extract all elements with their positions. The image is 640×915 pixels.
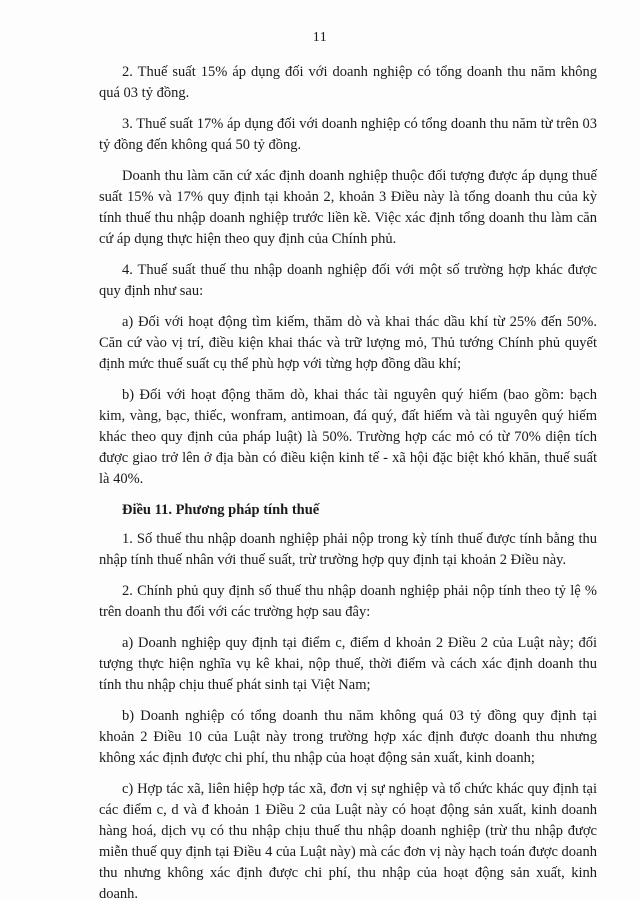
paragraph-clause-2-rate-15: 2. Thuế suất 15% áp dụng đối với doanh nghiệp có tổng doanh thu năm không quá 03 tỷ đồng. bbox=[99, 64, 597, 101]
paragraph-clause-3-rate-17: 3. Thuế suất 17% áp dụng đối với doanh nghiệp có tổng doanh thu năm từ trên 03 tỷ đồng đến không quá 50 tỷ đồng. bbox=[99, 116, 597, 153]
paragraph-article-11-clause-1: 1. Số thuế thu nhập doanh nghiệp phải nộp trong kỳ tính thuế được tính bằng thu nhập tính thuế nhân với thuế suất, trừ trường hợp quy định tại khoản 2 Điều này. bbox=[99, 531, 597, 568]
document-body bbox=[99, 62, 597, 915]
paragraph-article-11-point-a: a) Doanh nghiệp quy định tại điểm c, điểm d khoản 2 Điều 2 của Luật này; đối tượng thực hiện nghĩa vụ kê khai, nộp thuế, thời điểm và cách xác định doanh thu tính thu nhập chịu thuế phát sinh tại Việt Nam; bbox=[99, 635, 597, 693]
paragraph-revenue-basis: Doanh thu làm căn cứ xác định doanh nghiệp thuộc đối tượng được áp dụng thuế suất 15% và 17% quy định tại khoản 2, khoản 3 Điều này là tổng doanh thu của kỳ tính thuế thu nhập doanh nghiệp trước liền kề. Việc xác định tổng doanh thu làm căn cứ áp dụng thực hiện theo quy định của Chính phủ. bbox=[99, 168, 597, 247]
paragraph-point-b-rare-resources: b) Đối với hoạt động thăm dò, khai thác tài nguyên quý hiếm (bao gồm: bạch kim, vàng, bạc, thiếc, wonfram, antimoan, đá quý, đất hiếm và tài nguyên quý hiếm khác theo quy định của pháp luật) là 50%. Trường hợp các mỏ có từ 70% diện tích được giao trở lên ở địa bàn có điều kiện kinh tế - xã hội đặc biệt khó khăn, thuế suất là 40%. bbox=[99, 387, 597, 487]
paragraph-point-a-oil-gas: a) Đối với hoạt động tìm kiếm, thăm dò và khai thác dầu khí từ 25% đến 50%. Căn cứ vào vị trí, điều kiện khai thác và trữ lượng mỏ, Thủ tướng Chính phủ quyết định mức thuế suất cụ thể phù hợp với từng hợp đồng dầu khí; bbox=[99, 314, 597, 372]
article-11-heading: Điều 11. Phương pháp tính thuế bbox=[122, 502, 320, 518]
paragraph-article-11-point-c: c) Hợp tác xã, liên hiệp hợp tác xã, đơn vị sự nghiệp và tổ chức khác quy định tại các điểm c, d và đ khoản 1 Điều 2 của Luật này có hoạt động sản xuất, kinh doanh hàng hoá, dịch vụ có thu nhập chịu thuế thu nhập doanh nghiệp (trừ thu nhập được miễn thuế quy định tại Điều 4 của Luật này) mà các đơn vị này hạch toán được doanh thu nhưng không xác định được chi phí, thu nhập của hoạt động sản xuất, kinh doanh. bbox=[99, 781, 597, 902]
paragraph-clause-4-other-cases: 4. Thuế suất thuế thu nhập doanh nghiệp đối với một số trường hợp khác được quy định như sau: bbox=[99, 262, 597, 299]
page-number: 11 bbox=[312, 30, 328, 45]
paragraph-article-11-point-b: b) Doanh nghiệp có tổng doanh thu năm không quá 03 tỷ đồng quy định tại khoản 2 Điều 10 của Luật này trong trường hợp xác định được doanh thu nhưng không xác định được chi phí, thu nhập của hoạt động sản xuất, kinh doanh; bbox=[99, 708, 597, 766]
paragraph-article-11-clause-2: 2. Chính phủ quy định số thuế thu nhập doanh nghiệp phải nộp tính theo tỷ lệ % trên doanh thu đối với các trường hợp sau đây: bbox=[99, 583, 597, 620]
